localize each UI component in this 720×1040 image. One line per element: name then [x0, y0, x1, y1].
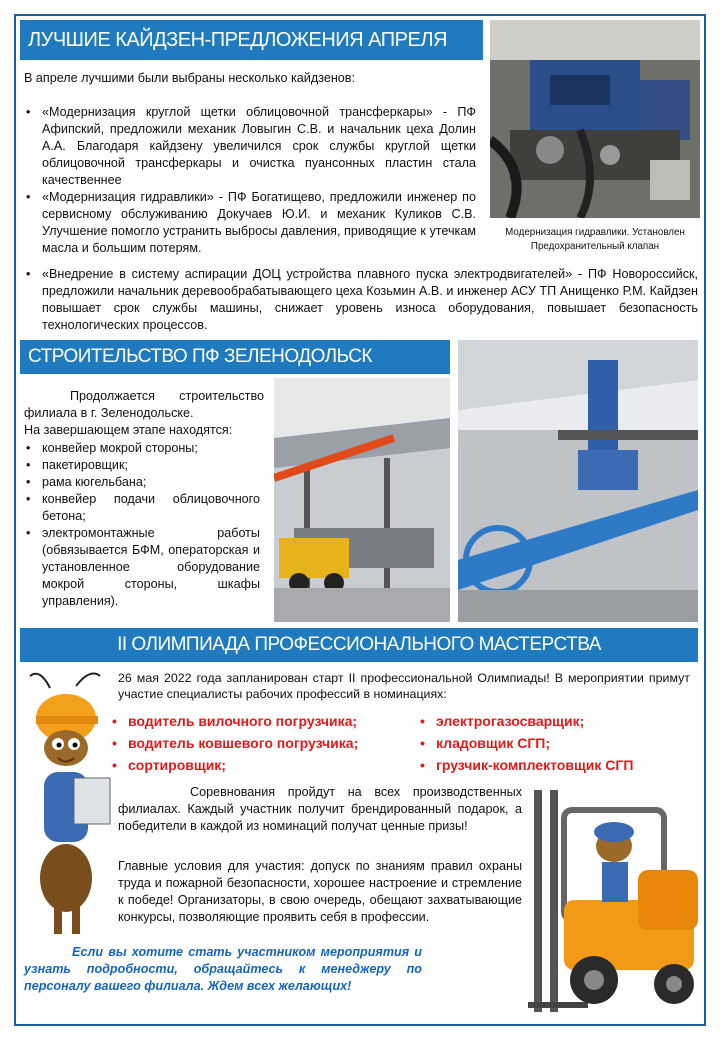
construction-lead: Продолжается строительство филиала в г. Зеленодольске. [24, 389, 264, 420]
list-item: • кладовщик СГП; [420, 732, 700, 754]
construction-intro [24, 388, 264, 439]
competition-text [118, 784, 522, 835]
list-item: • конвейер мокрой стороны; [24, 440, 260, 457]
construction-list [24, 440, 260, 610]
cta-text: Если вы хотите стать участником мероприятия и узнать подробности, обращайтесь к менеджеру по персоналу вашего филиала. Ждем всех желающих! [24, 945, 422, 993]
nominations-left [112, 710, 412, 776]
section-title-kaizen: ЛУЧШИЕ КАЙДЗЕН-ПРЕДЛОЖЕНИЯ АПРЕЛЯ [20, 20, 483, 60]
list-item: • водитель ковшевого погрузчика; [112, 732, 412, 754]
nominations-right [420, 710, 700, 776]
kaizen-list-wide [24, 266, 698, 334]
forklift-icon [528, 780, 700, 1020]
olympiad-intro: 26 мая 2022 года запланирован старт II профессиональной Олимпиады! В мероприятии примут участие специалисты рабочих профессий в номинациях: [118, 671, 690, 701]
hydraulics-photo [490, 20, 700, 218]
list-item: • водитель вилочного погрузчика; [112, 710, 412, 732]
list-item: • «Модернизация гидравлики» - ПФ Богатищево, предложили инженер по сервисному обслуживанию Докучаев Ю.И. и механик Куликов С.В. Улучшение помогло устранить выбросы давления, приводящие к утечкам масла и большим потерям. [24, 189, 476, 257]
competition-paragraph: Соревнования пройдут на всех производственных филиалах. Каждый участник получит брендированный подарок, а победители в каждой из номинаций получат ценные призы! [118, 785, 522, 833]
construction-stage: На завершающем этапе находятся: [24, 423, 233, 437]
call-to-action [24, 944, 422, 995]
list-item: • сортировщик; [112, 754, 412, 776]
list-item: • электрогазосварщик; [420, 710, 700, 732]
construction-photo-2 [458, 340, 698, 622]
list-item: • рама кюгельбана; [24, 474, 260, 491]
list-item: • конвейер подачи облицовочного бетона; [24, 491, 260, 525]
list-item: • «Модернизация круглой щетки облицовочной трансферкары» - ПФ Афипский, предложили механик Ловыгин С.В. и начальник цеха Долин А.А. Благодаря кайдзену увеличился срок службы круглой щетки облицовочной трансферкары и очистка пуансонных пластин стала качественнее [24, 104, 476, 189]
kaizen-intro: В апреле лучшими были выбраны несколько кайдзенов: [24, 71, 355, 85]
section-title-olympiad: II ОЛИМПИАДА ПРОФЕССИОНАЛЬНОГО МАСТЕРСТВА [20, 628, 698, 662]
ant-mascot-icon [20, 668, 116, 938]
construction-photo-1 [274, 378, 450, 622]
conditions-text: Главные условия для участия: допуск по знаниям правил охраны труда и пожарной безопасности, хорошее настроение и стремление к победе! Организаторы, в свою очередь, обещают захватывающие конкурсы, позволяющие проявить себя в профессии. [118, 859, 522, 924]
kaizen-list [24, 104, 476, 257]
list-item: • электромонтажные работы (обвязывается БФМ, операторская и установленное оборудование мокрой стороны, шкафы управления). [24, 525, 260, 610]
section-title-construction: СТРОИТЕЛЬСТВО ПФ ЗЕЛЕНОДОЛЬСК [20, 340, 450, 374]
list-item: • «Внедрение в систему аспирации ДОЦ устройства плавного пуска электродвигателей» - ПФ Новороссийск, предложили начальник деревообрабатывающего цеха Козьмин А.В. и инженер АСУ ТП Анищенко Р.М. Кайдзен повышает срок службы машины, снижает уровень износа оборудования, повышает безопасность технологических процессов. [24, 266, 698, 334]
photo-caption: Модернизация гидравлики. Установлен Предохранительный клапан [505, 227, 685, 252]
list-item: • грузчик-комплектовщик СГП [420, 754, 700, 776]
list-item: • пакетировщик; [24, 457, 260, 474]
